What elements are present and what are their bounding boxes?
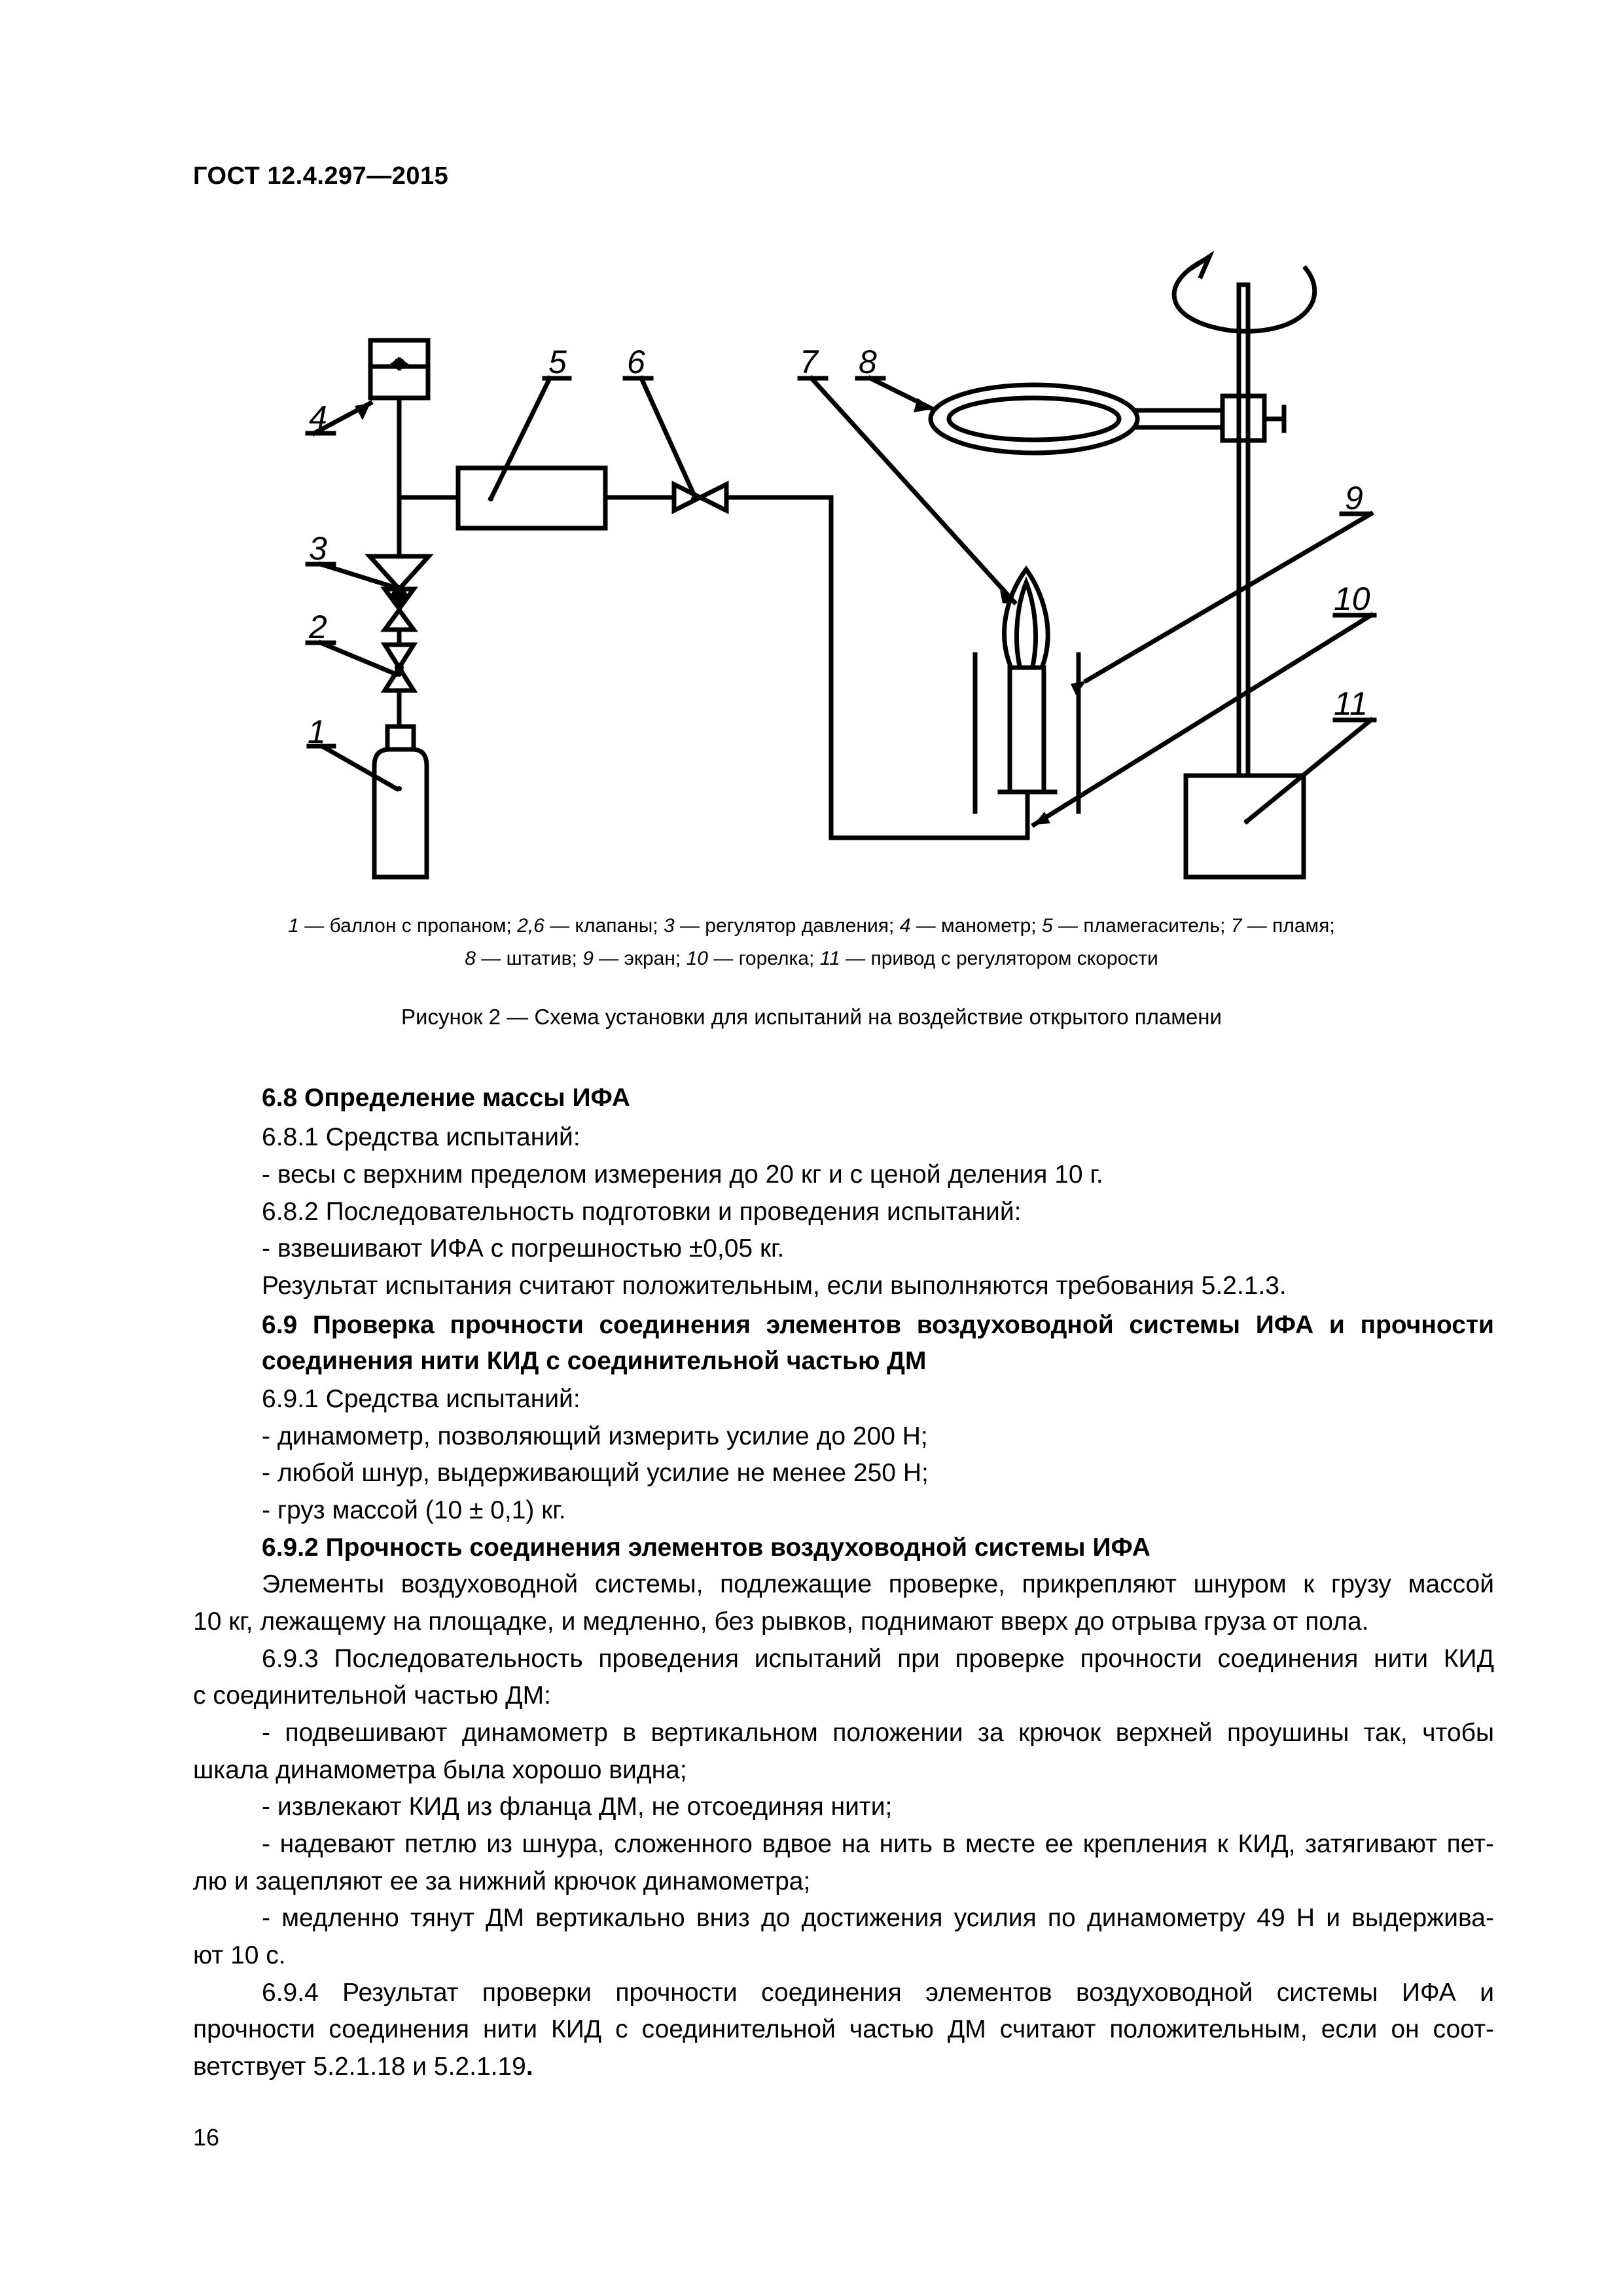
para-6-9-4-line-3: ветствует 5.2.1.18 и 5.2.1.19. <box>193 2053 533 2081</box>
para-6-9-1-item-2: - любой шнур, выдерживающий усилие не менее 250 Н; <box>262 1459 929 1487</box>
label-9: 9 <box>1345 480 1363 516</box>
burner <box>1010 668 1044 792</box>
label-7: 7 <box>800 344 818 380</box>
figure-legend-line-2: 8 — штатив; 9 — экран; 10 — горелка; 11 — привод с регулятором скорости <box>465 948 1158 969</box>
stand-ring <box>931 385 1137 453</box>
label-4: 4 <box>309 399 327 436</box>
label-11: 11 <box>1334 685 1368 722</box>
section-6-8-heading: 6.8 Определение массы ИФА <box>262 1084 630 1112</box>
para-6-8-1: 6.8.1 Средства испытаний: <box>262 1123 580 1151</box>
flame-arrester <box>458 468 605 528</box>
para-6-8-1-item: - весы с верхним пределом измерения до 20 кг и с ценой деления 10 г. <box>262 1160 1103 1189</box>
para-6-9-3-item-1-line-1: - подвешивают динамометр в вертикальном положении за крючок верхней проушины так, чтобы <box>262 1719 1494 1747</box>
para-6-8-2: 6.8.2 Последовательность подготовки и проведения испытаний: <box>262 1198 1022 1226</box>
label-6: 6 <box>627 344 645 380</box>
para-6-9-3-item-1-line-2: шкала динамометра была хорошо видна; <box>193 1756 687 1784</box>
para-6-9-4-line-1: 6.9.4 Результат проверки прочности соединения элементов воздуховодной системы ИФА и <box>262 1979 1494 2007</box>
document-header: ГОСТ 12.4.297—2015 <box>193 162 449 190</box>
cylinder-body <box>374 749 427 877</box>
label-5: 5 <box>548 344 567 380</box>
label-10: 10 <box>1334 581 1370 617</box>
para-6-9-1-item-3: - груз массой (10 ± 0,1) кг. <box>262 1496 566 1524</box>
para-6-9-1-item-1: - динамометр, позволяющий измерить усилие до 200 Н; <box>262 1422 928 1450</box>
label-1: 1 <box>308 713 326 750</box>
section-6-9-heading-line-2: соединения нити КИД с соединительной частью ДМ <box>262 1347 927 1375</box>
section-6-9-heading-line-1: 6.9 Проверка прочности соединения элементов воздуховодной системы ИФА и прочности <box>262 1311 1494 1339</box>
para-6-8-2-result: Результат испытания считают положительным, если выполняются требования 5.2.1.3. <box>262 1272 1287 1300</box>
stand-clamp <box>1222 396 1264 440</box>
para-6-9-3-line-1: 6.9.3 Последовательность проведения испытаний при проверке прочности соединения нити КИД <box>262 1645 1494 1673</box>
para-6-9-3-item-3-line-1: - надевают петлю из шнура, сложенного вдвое на нить в месте ее крепления к КИД, затягивают пет- <box>262 1830 1494 1858</box>
figure-legend-line-1: 1 — баллон с пропаном; 2,6 — клапаны; 3 — регулятор давления; 4 — манометр; 5 — пламегаситель; 7 — пламя; <box>288 915 1335 937</box>
para-6-9-4-line-2: прочности соединения нити КИД с соединительной частью ДМ считают положительным, если он соот- <box>193 2015 1494 2043</box>
label-2: 2 <box>309 609 327 645</box>
para-6-9-3-line-2: с соединительной частью ДМ: <box>193 1681 551 1710</box>
section-6-9-2-heading: 6.9.2 Прочность соединения элементов воздуховодной системы ИФА <box>262 1534 1150 1562</box>
propane-cylinder <box>387 726 414 749</box>
para-6-8-2-item: - взвешивают ИФА с погрешностью ±0,05 кг. <box>262 1234 785 1263</box>
figure-caption: Рисунок 2 — Схема установки для испытаний на воздействие открытого пламени <box>401 1005 1222 1029</box>
page-number: 16 <box>193 2124 220 2151</box>
para-6-9-2-line-2: 10 кг, лежащему на площадке, и медленно, без рывков, поднимают вверх до отрыва груза от пола. <box>193 1607 1369 1636</box>
label-3: 3 <box>309 530 327 567</box>
para-6-9-3-item-3-line-2: лю и зацепляют ее за нижний крючок динамометра; <box>193 1867 811 1895</box>
para-6-9-3-item-4-line-2: ют 10 с. <box>193 1941 286 1969</box>
para-6-9-2-line-1: Элементы воздуховодной системы, подлежащие проверке, прикрепляют шнуром к грузу массой <box>262 1570 1494 1598</box>
label-8: 8 <box>859 344 877 380</box>
para-6-9-3-item-4-line-1: - медленно тянут ДМ вертикально вниз до достижения усилия по динамометру 49 Н и выдержива- <box>262 1904 1494 1932</box>
para-6-9-3-item-2: - извлекают КИД из фланца ДМ, не отсоединяя нити; <box>262 1793 893 1821</box>
para-6-9-1: 6.9.1 Средства испытаний: <box>262 1385 580 1413</box>
test-setup-diagram <box>0 0 1623 929</box>
rotation-arrow <box>1174 259 1315 331</box>
